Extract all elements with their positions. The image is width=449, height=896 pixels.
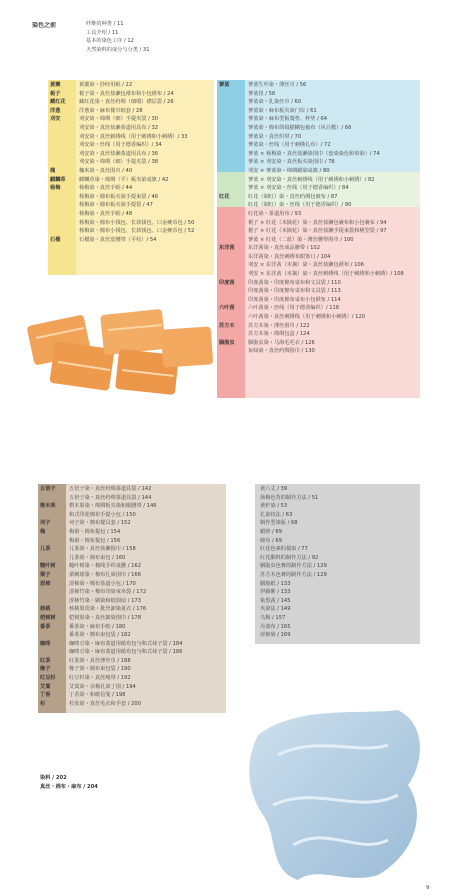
entry-title: 儿茶染・真丝盐濑围巾 / 158 — [69, 546, 136, 553]
list-item — [38, 657, 226, 666]
dye-name: 杨梅 — [50, 185, 61, 192]
dye-name: 蓼蓝 — [219, 82, 230, 88]
dye-name: 栗子 — [40, 571, 51, 578]
entry-title: 刈安 × 东洋茜（末摘）染・真丝盐濑包袱布 / 106 — [248, 262, 364, 269]
intro-item: 基本的染色工序 / 12 — [86, 38, 134, 45]
entry-title: 印度茜染・印度棉布桌布和文具袋 / 113 — [248, 288, 341, 295]
list-item — [38, 623, 226, 632]
list-item: 胭脂纸 / 133 — [260, 580, 291, 587]
list-item — [38, 537, 226, 546]
entry-title: 蓼蓝染・真丝织带 / 70 — [248, 133, 302, 140]
list-item: 红花色素的提取 / 77 — [260, 546, 308, 553]
entry-title: 灰绿染・真丝绉绸围巾 / 130 — [248, 348, 315, 355]
dye-name: 石榴 — [50, 236, 61, 243]
dye-name: 洋葱 — [50, 107, 61, 114]
entry-title: 蓼蓝 × 刈安染・真丝板夹染围巾 / 78 — [248, 159, 335, 166]
list-item — [217, 193, 420, 202]
list-item: 涩柿染 / 169 — [260, 632, 291, 639]
entry-title: 六叶茜染・真丝刺绣线（用于刺绣和小刺绣）/ 120 — [248, 314, 366, 321]
entry-title: 蓼蓝染・麻布板夹染门帘 / 61 — [248, 107, 317, 114]
entry-title: 核桃果皮染・批丝卸染夏衣 / 176 — [69, 606, 147, 613]
list-item — [38, 580, 226, 589]
entry-title: 番茶染・棉布束包袋 / 182 — [69, 632, 131, 639]
entry-title: 蓼蓝染・棉布筒镜描糊包被布（风吕敷）/ 66 — [248, 124, 352, 131]
list-item — [48, 98, 214, 107]
list-item — [48, 193, 214, 202]
list-item — [38, 700, 226, 709]
list-item — [48, 124, 214, 133]
section-b-list — [217, 81, 420, 356]
section-a-list — [48, 81, 214, 244]
dye-name: 藏红花 — [50, 99, 66, 106]
entry-title: 梅染・棉布提包 / 154 — [69, 528, 121, 535]
list-item — [38, 562, 226, 571]
list-item: 苏方木色膏的制作方法 / 129 — [260, 571, 327, 578]
dye-name: 梅 — [40, 528, 46, 535]
list-item — [217, 270, 420, 279]
list-item — [38, 528, 226, 537]
entry-title: 六叶茜染・丝线（用于德香编织）/ 118 — [248, 305, 340, 312]
entry-title: 东洋茜染・真丝刺绣布眼饰口 / 104 — [248, 253, 331, 260]
intro-item: 纤维的种类 / 11 — [86, 21, 124, 27]
blue-scarf-image — [238, 695, 438, 890]
entry-title: 藏红花染・真丝绉绸（细缎）襟层袋 / 26 — [79, 99, 174, 106]
entry-title: 杨梅染・棉布小钱包、长款钱包、口金硬币包 / 52 — [79, 228, 195, 235]
entry-title: 五倍子染・真丝绉绸茶道具袋 / 142 — [69, 486, 152, 492]
list-item — [38, 614, 226, 623]
list-item — [217, 167, 420, 176]
dye-name: 杉 — [40, 700, 46, 707]
entry-title: 艾蒿染・余棉孔染丁围 / 194 — [69, 683, 136, 690]
list-item — [38, 554, 226, 563]
dye-name: 红豆杉 — [40, 675, 56, 682]
list-item — [217, 296, 420, 305]
dye-name: 东洋茜 — [219, 245, 235, 252]
list-item — [48, 141, 214, 150]
entry-title: 印度茜染・印度棉布桌布和文具袋 / 110 — [248, 279, 341, 286]
entry-title: 刈安染・真丝刺绣线（用于刺绣和小刺绣）/ 33 — [79, 133, 188, 140]
list-item — [48, 219, 214, 228]
list-item — [217, 210, 420, 219]
section-c-list — [38, 485, 226, 708]
entry-title: 红花（制红）染・真丝绉绸包被布 / 87 — [248, 193, 338, 200]
entry-title: 东洋茜染・真丝成品腰带 / 102 — [248, 245, 321, 252]
entry-title: 栀子染・真丝盐濑包袱布和小包袱布 / 24 — [79, 90, 174, 97]
list-item — [38, 545, 226, 554]
list-item — [217, 150, 420, 159]
list-item: 染黑茜 / 145 — [260, 597, 291, 604]
entry-title: 印度茜染・印度棉布桌布小包袱布 / 114 — [248, 296, 341, 303]
dye-name: 丁香 — [40, 692, 51, 699]
dye-name: 五倍子 — [40, 486, 56, 492]
list-item — [217, 184, 420, 193]
dye-name: 红茶 — [40, 657, 51, 664]
list-item — [38, 571, 226, 580]
entry-title: 杨梅染・棉布板夹染手提束袋 / 46 — [79, 193, 159, 200]
entry-title: 红花染・茶道用布 / 93 — [248, 210, 302, 217]
dye-name: 栀子 — [50, 90, 61, 97]
entry-title: 蓼蓝生叶染・薄丝巾 / 56 — [248, 82, 307, 88]
list-item — [48, 107, 214, 116]
list-item — [48, 167, 214, 176]
entry-title: 梅染・棉布提包 / 156 — [69, 537, 121, 544]
entry-title: 咖啡豆染・麻布茶道用纸布包与和式袜子袋 / 184 — [69, 640, 183, 647]
entry-title: 刈安染・绵绸（细）手提夹袋 / 38 — [79, 159, 159, 166]
list-item — [48, 201, 214, 210]
dye-name: 儿茶 — [40, 546, 51, 553]
entry-title: 胭脂虫染・马海毛毛衣 / 126 — [248, 339, 315, 346]
entry-title: 咖啡豆染・麻布茶道用纸布包与和式袜子袋 / 186 — [69, 649, 183, 656]
list-item — [48, 90, 214, 99]
dye-name: 黄蘖 — [50, 82, 61, 88]
entry-title: 红豆杉染・真丝绳带 / 192 — [69, 675, 131, 682]
list-item — [38, 674, 226, 683]
dye-name: 红花 — [219, 193, 230, 200]
list-item — [48, 184, 214, 193]
list-item — [48, 176, 214, 185]
list-item: 伊藤紫 / 133 — [260, 589, 291, 596]
dye-name: 诃子 — [40, 520, 51, 527]
dye-name: 核桃 — [40, 606, 51, 613]
entry-title: 刈安染・丝线（用于德香编织）/ 34 — [79, 142, 162, 149]
list-item — [38, 665, 226, 674]
list-item — [38, 588, 226, 597]
list-item — [217, 219, 420, 228]
entry-title: 杨梅染・真丝手帕 / 48 — [79, 210, 133, 217]
list-item — [38, 502, 226, 511]
list-item — [217, 90, 420, 99]
dye-name: 六叶茜 — [219, 305, 235, 312]
entry-title: 诃子染・棉布餐具套 / 152 — [69, 520, 131, 527]
list-item — [48, 210, 214, 219]
entry-title: 黄蘖染・抄经用纸 / 22 — [79, 82, 133, 88]
entry-title: 栀子 × 红花（末摘花）染・真丝盐濑包裹布和小包裹布 / 94 — [248, 219, 387, 226]
list-item: 蜡炒 / 69 — [260, 528, 283, 535]
list-item — [217, 244, 420, 253]
list-item — [217, 339, 420, 348]
list-item: 扬梅色背的制作方法 / 51 — [260, 494, 319, 501]
intro-heading: 染色之前 — [32, 22, 57, 29]
entry-title: 栀子 × 红花（末摘花）染・真丝盐濑手提束袋和桃型袋 / 97 — [248, 228, 387, 235]
list-item — [38, 519, 226, 528]
entry-title: 石榴染・真丝宽腰带（平纹）/ 54 — [79, 236, 157, 243]
entry-title: 糙叶树染・棉线手织桌腰 / 162 — [69, 563, 142, 570]
list-item: 胭脂虫色膏的制作方法 / 129 — [260, 563, 327, 570]
intro-item: 天然染料的成分与分类 / 31 — [86, 46, 150, 53]
list-item: 制作型染版 / 68 — [260, 520, 298, 527]
list-item — [38, 511, 226, 520]
dye-name: 桤树树 — [40, 614, 56, 621]
dye-name: 印度茜 — [219, 279, 235, 286]
list-item — [217, 322, 420, 331]
orange-pouches-image — [22, 290, 222, 410]
entry-title: 刈安染・真丝盐濑茶道用具布 / 32 — [79, 124, 159, 131]
dye-name: 涩柿 — [40, 580, 51, 587]
entry-title: 红花（制红）染・丝线（用于德香编织）/ 90 — [248, 202, 352, 209]
entry-title: 蓼蓝扭 / 58 — [248, 90, 276, 97]
list-item — [217, 81, 420, 90]
entry-title: 杨梅染・棉布小钱包、长款钱包、口金硬币包 / 50 — [79, 219, 195, 226]
dye-name: 橡子 — [40, 666, 51, 673]
dye-name: 咖啡 — [40, 640, 51, 647]
entry-title: 涩柿竹染・棉布印染束帛袋 / 172 — [69, 589, 147, 596]
entry-title: 栗刺球染・棉布扎染围巾 / 166 — [69, 571, 142, 578]
entry-title: 橡子染・棉布束包袋 / 190 — [69, 666, 131, 673]
list-item: 破布 / 69 — [260, 537, 283, 544]
dye-name: 苏方木 — [219, 322, 235, 329]
entry-title: 刈安染・绵绸（细）手提夹袋 / 30 — [79, 116, 159, 123]
entry-title: 番茶染・麻布手帕 / 180 — [69, 623, 126, 630]
list-item — [48, 227, 214, 236]
dye-name: 胭脂虫 — [219, 339, 235, 346]
dye-name: 刈安 — [50, 116, 61, 123]
dye-name: 艾蒿 — [40, 683, 51, 690]
entry-title: 杨梅染・真丝手帕 / 44 — [79, 185, 133, 192]
entry-title: 槐米染・真丝围巾 / 40 — [79, 167, 133, 174]
list-item: 扎染技法 / 63 — [260, 511, 293, 518]
list-item — [217, 133, 420, 142]
list-item — [48, 115, 214, 124]
list-item: 黄八丈 / 39 — [260, 486, 288, 492]
page-number: 9 — [426, 885, 430, 891]
entry-title: 蓼蓝 × 杨梅染・真丝盐濑染围巾（套染染色和晕染）/ 74 — [248, 150, 380, 157]
list-item — [217, 236, 420, 245]
entry-title: 五倍子染・真丝绉绸茶道具袋 / 144 — [69, 494, 152, 501]
list-item — [217, 330, 420, 339]
entry-title: 儿茶染・棉布束包 / 160 — [69, 554, 126, 561]
footer-fabrics: 真丝・棉布・麻布 / 204 — [40, 783, 98, 790]
entry-title: 涩柿竹染・刷染和纸圆扇 / 173 — [69, 597, 142, 604]
dye-name: 番茶 — [40, 623, 51, 630]
intro-list — [86, 20, 286, 54]
entry-title: 刈安染・真丝盐濑茶道用具布 / 36 — [79, 150, 159, 157]
entry-title: 蓼蓝染・丝线（用于刺绣扎布）/ 72 — [248, 142, 331, 149]
entry-title: 橙木果染・绵绸板夹染和服腰带 / 146 — [69, 503, 157, 510]
list-item — [48, 150, 214, 159]
list-item — [38, 640, 226, 649]
list-item — [217, 313, 420, 322]
list-item — [48, 133, 214, 142]
list-item — [48, 81, 214, 90]
entry-title: 蓼蓝染・麻布型板餐垫、杯垫 / 64 — [248, 116, 328, 123]
entry-title: 洋葱染・麻布餐巾纸套 / 28 — [79, 107, 143, 114]
list-item: 黄炉染 / 53 — [260, 503, 288, 510]
entry-title: 和式印花棉布手提小包 / 150 — [69, 511, 136, 518]
entry-title: 红茶染・真丝薄丝巾 / 188 — [69, 657, 131, 664]
entry-title: 丁香染・和纸信笺 / 198 — [69, 692, 126, 699]
list-item: 丹波布 / 165 — [260, 623, 291, 630]
footer-dyes: 染料 / 202 — [40, 775, 67, 781]
section-c-footer — [40, 774, 98, 791]
list-item — [38, 485, 226, 494]
list-item — [38, 683, 226, 692]
list-item: 夹染法 / 149 — [260, 606, 291, 613]
list-item — [217, 176, 420, 185]
list-item — [217, 227, 420, 236]
entry-title: 桤树果染・真丝卸染围巾 / 178 — [69, 614, 142, 621]
dye-name: 糙叶树 — [40, 563, 56, 570]
list-item — [217, 98, 420, 107]
list-item — [217, 279, 420, 288]
list-item — [217, 141, 420, 150]
entry-title: 刈安 × 东洋茜（末摘）染・真丝刺绣线（用于刺绣和小刺绣）/ 108 — [248, 271, 404, 278]
dye-name: 橙木果 — [40, 503, 56, 510]
list-item: 红花胭料的制作方法 / 92 — [260, 554, 319, 561]
entry-title: 苏方木染・薄丝围巾 / 122 — [248, 322, 310, 329]
entry-title: 涩柿染・棉布茶道小包 / 170 — [69, 580, 136, 587]
list-item — [217, 115, 420, 124]
list-item: 乌梅 / 157 — [260, 614, 286, 621]
list-item — [48, 236, 214, 245]
list-item — [38, 605, 226, 614]
list-item — [217, 253, 420, 262]
section-d-list — [260, 485, 420, 640]
entry-title: 蓼蓝 × 红花（二蓝）染・薄丝腰带围巾 / 100 — [248, 236, 354, 243]
list-item — [217, 261, 420, 270]
entry-title: 蓼蓝 × 刈安染・丝线（用于德香编织）/ 84 — [248, 185, 349, 192]
entry-title: 蓼蓝染・扎染丝巾 / 60 — [248, 99, 302, 106]
entry-title: 苏方木染・绵绸包盒 / 124 — [248, 331, 310, 338]
list-item — [217, 347, 420, 356]
list-item — [38, 691, 226, 700]
entry-title: 杉皮染・真丝毛衣和手套 / 200 — [69, 700, 142, 707]
entry-title: 刈安 × 蓼蓝染・绵绸蜡染桌旗 / 80 — [248, 167, 330, 174]
list-item — [217, 287, 420, 296]
entry-title: 杨梅染・棉布板夹染手提袋 / 47 — [79, 202, 153, 209]
list-item — [217, 107, 420, 116]
entry-title: 麒麟草染・绵绸（平）板夹染桌旗 / 42 — [79, 176, 169, 183]
list-item — [48, 158, 214, 167]
dye-name: 槐 — [50, 167, 56, 174]
entry-title: 蓼蓝 × 刈安染・真丝刺绣线（用于刺绣和小刺绣）/ 82 — [248, 176, 375, 183]
intro-item: 工具介绍 / 11 — [86, 29, 119, 36]
list-item — [38, 631, 226, 640]
list-item — [38, 494, 226, 503]
list-item — [217, 304, 420, 313]
list-item — [38, 597, 226, 606]
list-item — [38, 648, 226, 657]
list-item — [217, 124, 420, 133]
list-item — [217, 158, 420, 167]
dye-name: 麒麟草 — [50, 176, 66, 183]
list-item — [217, 201, 420, 210]
